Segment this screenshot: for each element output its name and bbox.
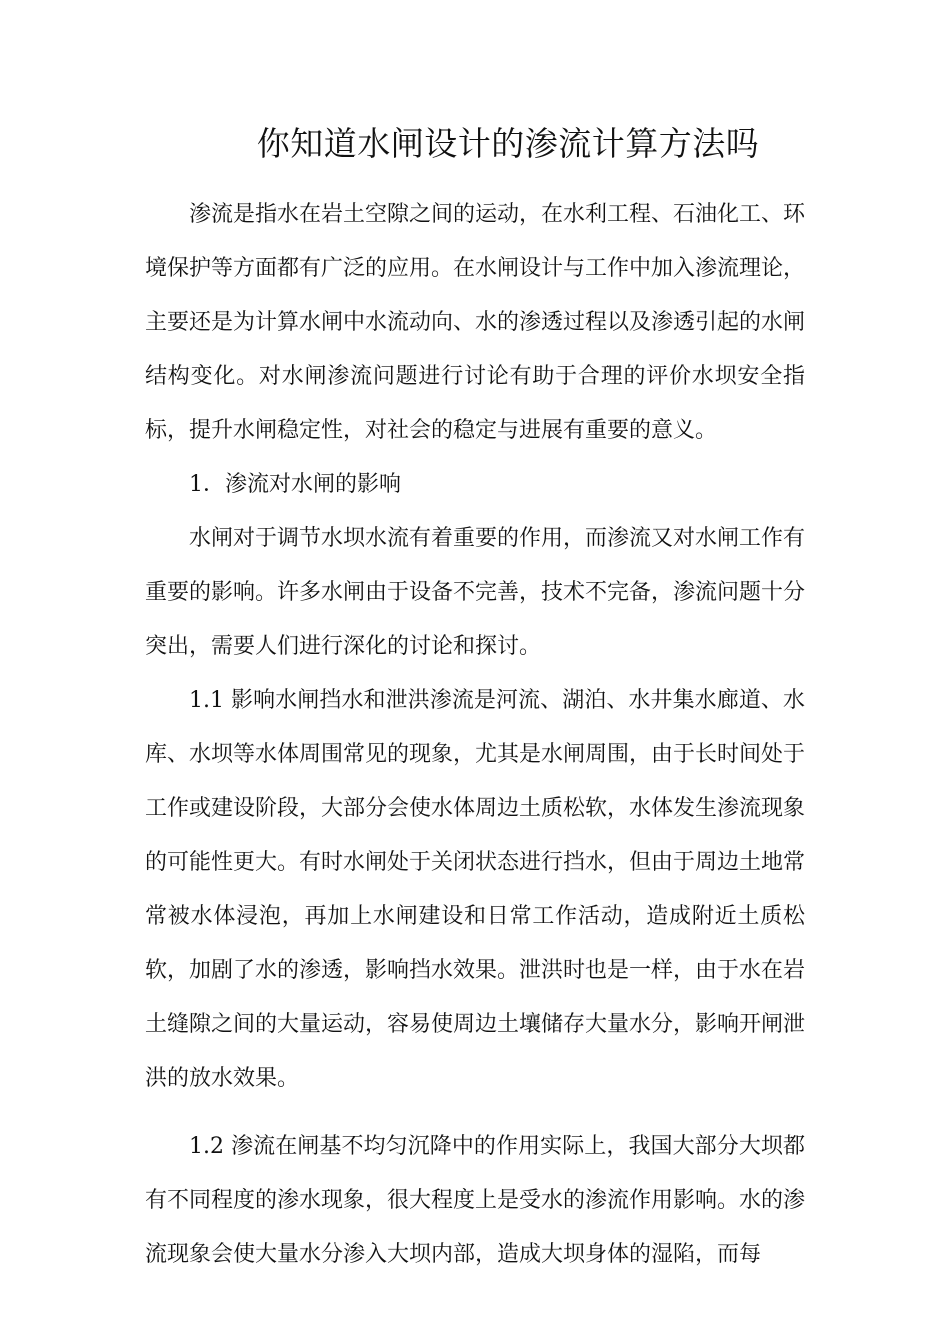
document-body xyxy=(145,188,805,1282)
section-heading-1: 1．渗流对水闸的影响 xyxy=(189,472,401,497)
page-title: 你知道水闸设计的渗流计算方法吗 xyxy=(256,124,760,163)
paragraph-intro: 渗流是指水在岩土空隙之间的运动，在水利工程、石油化工、环境保护等方面都有广泛的应用。在水闸设计与工作中加入渗流理论，主要还是为计算水闸中水流动向、水的渗透过程以及渗透引起的水闸结构变化。对水闸渗流问题进行讨论有助于合理的评价水坝安全指标，提升水闸稳定性，对社会的稳定与进展有重要的意义。 xyxy=(145,202,806,443)
paragraph-section-1-1: 1.1 影响水闸挡水和泄洪渗流是河流、湖泊、水井集水廊道、水库、水坝等水体周围常见的现象，尤其是水闸周围，由于长时间处于工作或建设阶段，大部分会使水体周边土质松软，水体发生渗流现象的可能性更大。有时水闸处于关闭状态进行挡水，但由于周边土地常常被水体浸泡，再加上水闸建设和日常工作活动，造成附近土质松软，加剧了水的渗透，影响挡水效果。泄洪时也是一样，由于水在岩土缝隙之间的大量运动，容易使周边土壤储存大量水分，影响开闸泄洪的放水效果。 xyxy=(145,688,806,1091)
paragraph-section-1-2: 1.2 渗流在闸基不均匀沉降中的作用实际上，我国大部分大坝都有不同程度的渗水现象，很大程度上是受水的渗流作用影响。水的渗流现象会使大量水分渗入大坝内部，造成大坝身体的湿陷，而每 xyxy=(145,1134,806,1267)
paragraph-section-1: 水闸对于调节水坝水流有着重要的作用，而渗流又对水闸工作有重要的影响。许多水闸由于设备不完善，技术不完备，渗流问题十分突出，需要人们进行深化的讨论和探讨。 xyxy=(145,526,806,659)
